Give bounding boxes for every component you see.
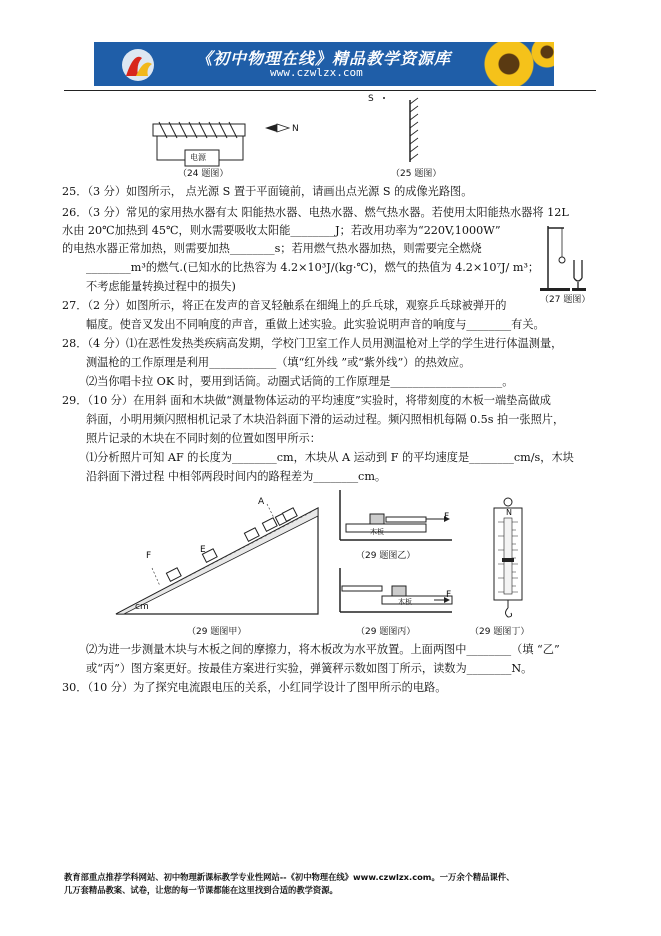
question-27-line-1: 27．（2 分）如图所示，将正在发声的音叉轻触系在细绳上的乒乓球，观察乒乓球被弹开的 bbox=[62, 299, 507, 312]
force-label-yi: F bbox=[444, 512, 450, 522]
question-29-line-7: 或“丙”）图方案更好。按最佳方案进行实验，弹簧秤示数如图丁所示，读数为________N。 bbox=[86, 662, 533, 675]
incline-label-e: E bbox=[200, 545, 206, 555]
sunflower-image bbox=[469, 42, 554, 86]
figure-29-yi bbox=[336, 488, 456, 544]
question-25: 25．（3 分）如图所示， 点光源 S 置于平面镜前，请画出点光源 S 的成像光路图。 bbox=[62, 185, 473, 198]
figure-24-solenoid bbox=[145, 110, 315, 174]
figure-25-caption: （25 题图） bbox=[391, 169, 442, 179]
figure-29-bing bbox=[336, 566, 456, 616]
question-29-line-1: 29．（10 分）在用斜 面和木块做“测量物体运动的平均速度”实验时，将带刻度的木板一端垫高做成 bbox=[62, 394, 551, 407]
question-27-line-2: 幅度。使音叉发出不同响度的声音，重做上述实验。此实验说明声音的响度与________有关。 bbox=[86, 318, 545, 331]
question-30: 30．（10 分）为了探究电流跟电压的关系，小红同学设计了图甲所示的电路。 bbox=[62, 681, 447, 694]
figure-27-tuning-fork bbox=[532, 222, 596, 292]
figure-27-caption: （27 题图） bbox=[540, 295, 591, 305]
question-29-line-2: 斜面，小明用频闪照相机记录了木块沿斜面下滑的运动过程。频闪照相机每隔 0.5s 拍一张照片， bbox=[86, 413, 565, 426]
logo-icon bbox=[116, 46, 160, 84]
question-29-line-5: 沿斜面下滑过程 中相邻两段时间内的路程差为________cm。 bbox=[86, 470, 387, 483]
figure-29-ding-caption: （29 题图丁） bbox=[470, 627, 530, 637]
question-29-line-3: 照片记录的木块在不同时刻的位置如图甲所示： bbox=[86, 432, 321, 445]
figure-29-yi-caption: （29 题图乙） bbox=[356, 551, 416, 561]
figure-29-incline bbox=[112, 490, 322, 620]
question-26-line-1: 26．（3 分）常见的家用热水器有太 阳能热水器、电热水器、燃气热水器。若使用太阳能热水器将 12L bbox=[62, 206, 569, 219]
figure-29-jia-caption: （29 题图甲） bbox=[187, 627, 247, 637]
header-divider bbox=[64, 90, 596, 91]
figure-29-bing-caption: （29 题图丙） bbox=[356, 627, 416, 637]
question-26-line-2: 水由 20℃加热到 45℃，则水需要吸收太阳能________J；若改用功率为“220V,1000W” bbox=[62, 224, 501, 237]
board-label-bing: 木板 bbox=[398, 598, 412, 606]
scale-unit-n: N bbox=[506, 508, 512, 517]
question-28-line-1: 28．（4 分）⑴在恶性发热类疾病高发期，学校门卫室工作人员用测温枪对上学的学生进行体温测量， bbox=[62, 337, 563, 350]
power-source-label: 电源 bbox=[190, 153, 206, 162]
figure-24-caption: （24 题图） bbox=[178, 169, 229, 179]
footer-line-2: 几万套精品教案、试卷，让您的每一节课都能在这里找到合适的教学资源。 bbox=[64, 885, 338, 895]
question-26-line-4: ________m³的燃气.(已知水的比热容为 4.2×10³J/(kg·℃)，燃气的热值为 4.2×10⁷J/ m³； bbox=[86, 261, 540, 274]
board-label-yi: 木板 bbox=[370, 528, 384, 536]
north-pole-label: N bbox=[292, 124, 299, 134]
question-26-line-5: 不考虑能量转换过程中的损失) bbox=[86, 280, 236, 293]
figure-25-mirror bbox=[380, 96, 430, 166]
light-source-s-label: S bbox=[368, 94, 374, 104]
question-29-line-6: ⑵为进一步测量木块与木板之间的摩擦力，将木板改为水平放置。上面两图中________（填 “乙” bbox=[86, 643, 560, 656]
footer-line-1: 教育部重点推荐学科网站、初中物理新课标教学专业性网站--《初中物理在线》www.czwlzx.com。一万余个精品课件、 bbox=[64, 872, 515, 882]
incline-label-f: F bbox=[146, 551, 152, 561]
question-26-line-3: 的电热水器正常加热，则需要加热________s；若用燃气热水器加热，则需要完全燃烧 bbox=[62, 242, 482, 255]
force-label-bing: F bbox=[446, 590, 452, 600]
banner-title: 《初中物理在线》精品教学资源库 bbox=[196, 49, 452, 68]
incline-unit-cm: cm bbox=[135, 602, 149, 612]
banner-url: www.czwlzx.com bbox=[270, 66, 363, 79]
question-28-line-3: ⑵当你唱卡拉 OK 时，要用到话筒。动圈式话筒的工作原理是____________________。 bbox=[86, 375, 514, 388]
question-28-line-2: 测温枪的工作原理是利用____________（填“红外线 ”或“紫外线”）的热效应。 bbox=[86, 356, 471, 369]
incline-label-a: A bbox=[258, 497, 265, 507]
header-banner bbox=[94, 42, 554, 86]
question-29-line-4: ⑴分析照片可知 AF 的长度为________cm，木块从 A 运动到 F 的平均速度是________cm/s，木块 bbox=[86, 451, 574, 464]
